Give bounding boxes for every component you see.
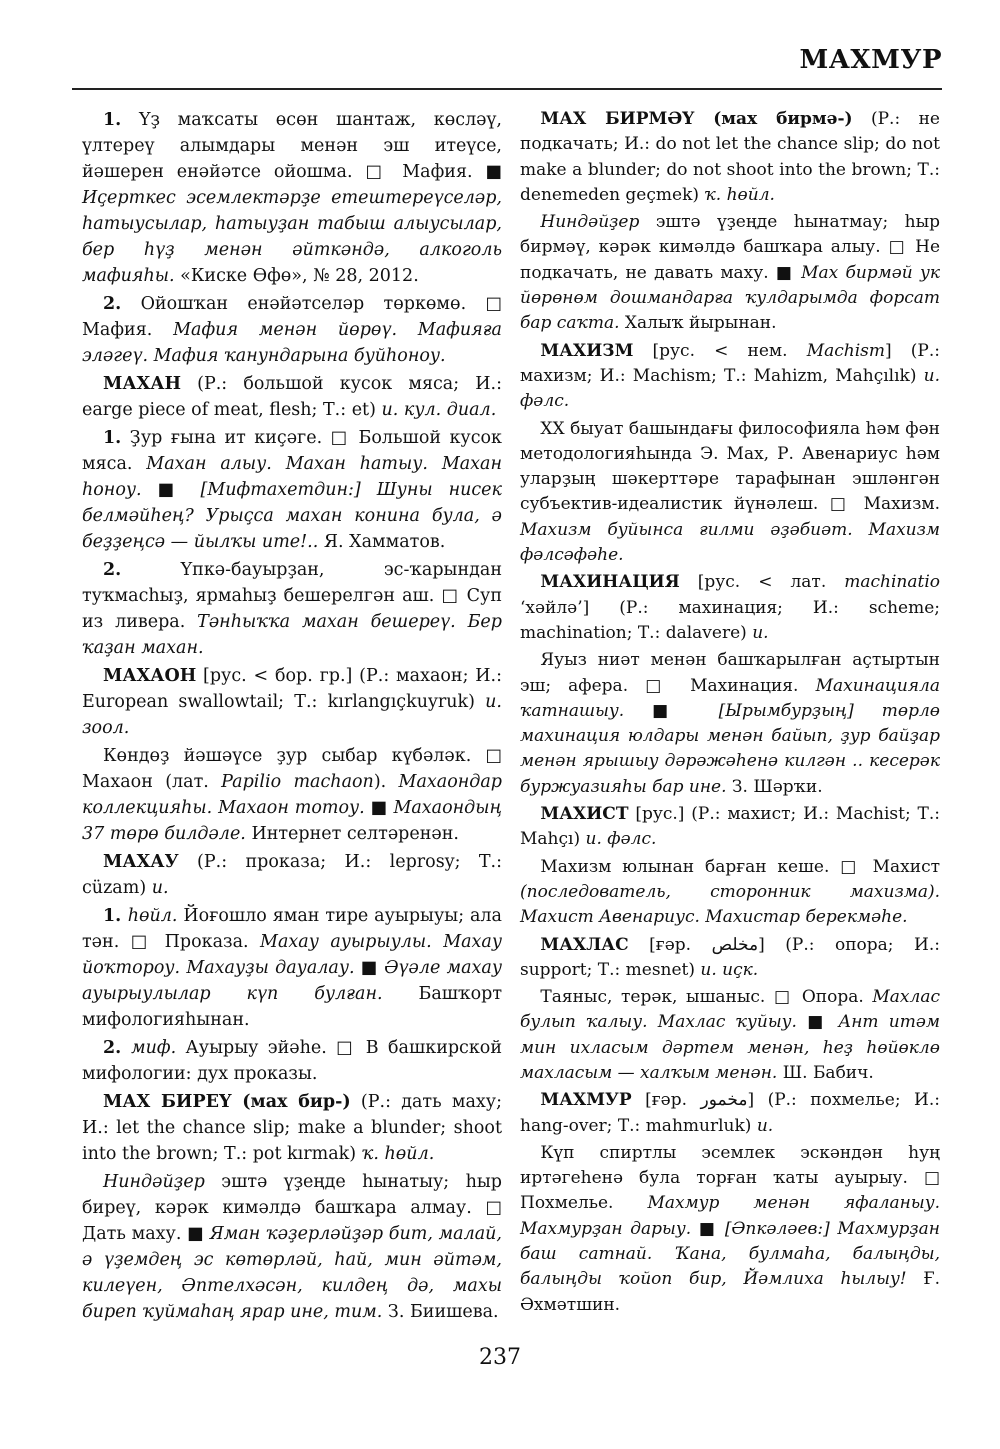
text-run: ■ bbox=[652, 700, 691, 721]
text-run: (Р.: не подкачать; И.: do not let the chance slip; do not make a blunder; do not shoot into the brown; Т.: denemeden geçmek) bbox=[520, 109, 940, 205]
italic-run: ҡ. һөйл. bbox=[704, 184, 775, 205]
text-run: Үҙ маҡсаты өсөн шантаж, көсләү, үлтереү алымдары менән эш итеүсе, йәшерен енәйәтсе ойошма. bbox=[82, 110, 502, 182]
italic-run: и. bbox=[752, 622, 769, 643]
text-run: Таяныс, терәк, ышаныс. bbox=[540, 987, 774, 1008]
dictionary-paragraph bbox=[82, 291, 502, 369]
italic-run: Махаондар коллекцияһы. Махаон тотоу. bbox=[82, 772, 502, 818]
text-run: □ bbox=[888, 237, 908, 258]
headword-run: МАХИЗМ bbox=[540, 340, 634, 361]
text-run: эштә үҙеңде һынатмау; һыр бирмәү, кәрәк кимәлдә башҡара алыу. bbox=[520, 212, 940, 258]
italic-run: [Мифтахетдин:] Шуны нисек белмәйһең? Урыҫса махан конина була, ә беҙҙеңсә — йылҡы ите!.. bbox=[82, 480, 502, 552]
italic-run: и. зоол. bbox=[82, 692, 502, 738]
italic-run: и. фәлс. bbox=[585, 829, 657, 850]
text-run: Мафия. bbox=[82, 320, 174, 340]
text-run: □ bbox=[829, 494, 853, 515]
text-run: [рус.] (Р.: махист; И.: Machist; Т.: Mahçı) bbox=[520, 804, 940, 850]
text-run: Опора. bbox=[793, 987, 873, 1008]
text-run: □ bbox=[485, 1198, 502, 1218]
text-run: Интернет селтәренән. bbox=[245, 824, 459, 844]
text-run: (Р.: дать маху; И.: let the chance slip; make a blunder; shoot into the brown; Т.: pot kırmak) bbox=[82, 1092, 502, 1164]
italic-run: Papilio machaon bbox=[221, 772, 374, 792]
text-run: ] (Р.: махизм; И.: Machism; Т.: Mahizm, Mahçılık) bbox=[520, 340, 940, 386]
italic-run: Иҫерткес эсемлектәрҙе етештереүселәр, һатыусылар, һатыуҙан табыш алыусылар, бер һүҙ менән әйткәндә, алкоголь мафияһы. bbox=[82, 188, 502, 286]
text-run: Махист bbox=[861, 856, 941, 877]
text-run: Көндөҙ йәшәүсе ҙур сыбар күбәләк. bbox=[103, 746, 486, 766]
dictionary-paragraph bbox=[520, 1141, 940, 1318]
text-run: ■ bbox=[807, 1012, 829, 1033]
italic-run: Ниндәйҙер bbox=[540, 212, 640, 233]
italic-run: Machism bbox=[806, 340, 885, 361]
italic-run: Яман ҡәҙерләйҙәр бит, малай, ә үҙемдең эс көтөрләй, һай, мин әйтәм, килеүен, Әптелхәсән, килдең дә, махы биреп ҡуймаһаң ярар ине, тим. bbox=[82, 1224, 502, 1322]
italic-run: и. фәлс. bbox=[520, 365, 940, 412]
dictionary-paragraph bbox=[82, 1169, 502, 1325]
italic-run: Мах бирмәй ук йөрөнөм дошмандарға ҡулдарымда форсат бар саҡта. bbox=[520, 262, 941, 334]
dictionary-paragraph bbox=[82, 1035, 502, 1087]
text-run: Махизм. bbox=[852, 494, 941, 515]
headword-run: МАХ БИРЕҮ (мах бир-) bbox=[103, 1092, 351, 1112]
text-run: [рус. < лат. bbox=[679, 572, 845, 593]
dictionary-paragraph bbox=[520, 417, 940, 569]
dictionary-paragraph bbox=[82, 743, 502, 847]
text-run: □ bbox=[365, 162, 390, 182]
dictionary-paragraph bbox=[520, 855, 940, 931]
headword-run: МАХИНАЦИЯ bbox=[540, 572, 680, 593]
italic-run: (последователь, сторонник махизма). Махист Авенариус. Махистар берекмәһе. bbox=[520, 881, 940, 928]
text-run: ■ bbox=[698, 1218, 718, 1239]
dictionary-paragraph bbox=[520, 985, 940, 1086]
dictionary-paragraph bbox=[82, 849, 502, 901]
italic-run: machinatio bbox=[844, 572, 940, 593]
dictionary-paragraph bbox=[520, 210, 940, 336]
italic-run: и. кул. диал. bbox=[381, 400, 497, 420]
text-run: Дать маху. bbox=[82, 1224, 188, 1244]
italic-run: и. иҫк. bbox=[700, 959, 759, 980]
headword-run: МАХАН bbox=[103, 374, 181, 394]
running-head: МАХМУР bbox=[799, 45, 942, 75]
italic-run: [Әпкәләев:] Махмурҙан баш сатнай. Ҡана, булмаһа, балыңды, балыңды ҡойоп бир, Йәмлиха һылыу! bbox=[520, 1218, 940, 1290]
italic-run: Әүәле махау ауырыулылар күп булған. bbox=[82, 958, 502, 1004]
text-run: ■ bbox=[187, 1224, 204, 1244]
italic-run: [Ырымбурҙың] төрлө махинация юлдары менән байып, ҙур байҙар менән ярышыу дәрәжәһенә килгән .. кесерәк буржуазияһы бар ине. bbox=[520, 700, 941, 797]
italic-run: Ниндәйҙер bbox=[103, 1172, 205, 1192]
text-run: □ bbox=[336, 1038, 357, 1058]
text-run: Ҙур ғына ит киҫәге. bbox=[121, 428, 331, 448]
headword-run: 1. bbox=[103, 906, 128, 926]
headword-run: 2. bbox=[103, 1038, 132, 1058]
headword-run: 1. bbox=[103, 110, 122, 130]
text-run: Яуыз ниәт менән башҡарылған аҫтыртын эш; афера. bbox=[520, 650, 940, 696]
text-run: Ауырыу эйәһе. bbox=[176, 1038, 337, 1058]
headword-run: МАХЛАС bbox=[540, 934, 629, 955]
text-run: Махинация. bbox=[673, 675, 816, 696]
text-run: [ғәр. مخمور] (Р.: похмелье; И.: hang-over; Т.: mahmurluk) bbox=[520, 1090, 940, 1136]
text-run: ‘хәйлә’] (Р.: махинация; И.: scheme; machination; Т.: dalavere) bbox=[520, 597, 940, 643]
text-run: □ bbox=[130, 932, 154, 952]
text-run: ■ bbox=[157, 480, 185, 500]
text-run: Ойошҡан енәйәтселәр төркөмө. bbox=[121, 294, 486, 314]
left-column bbox=[82, 107, 502, 1327]
text-run: ■ bbox=[485, 162, 502, 182]
dictionary-paragraph bbox=[82, 663, 502, 741]
dictionary-paragraph bbox=[520, 339, 940, 415]
italic-run: Тәнһыҡҡа махан бешереү. Бер ҡаҙан махан. bbox=[82, 612, 502, 658]
dictionary-paragraph bbox=[520, 802, 940, 853]
text-run: [рус. < нем. bbox=[633, 340, 807, 361]
text-run: Мафия. bbox=[389, 162, 486, 182]
text-run: ■ bbox=[775, 262, 794, 283]
dictionary-paragraph bbox=[82, 371, 502, 423]
text-run: Суп из ливера. bbox=[82, 586, 502, 632]
text-run: □ bbox=[923, 1168, 940, 1189]
text-run: З. Биишева. bbox=[382, 1302, 499, 1322]
text-run: З. Шәрҡи. bbox=[726, 776, 823, 797]
text-run: Большой кусок мяса. bbox=[82, 428, 502, 474]
italic-run: Махмур менән яфаланыу. Махмурҙан дарыу. bbox=[520, 1193, 940, 1239]
text-run: (Р.: большой кусок мяса; И.: earge piece of meat, flesh; Т.: et) bbox=[82, 374, 502, 420]
text-run: Махизм юлынан барған кеше. bbox=[540, 856, 841, 877]
headword-run: МАХМУР bbox=[540, 1090, 632, 1111]
text-run: XX быуат башындағы философияла һәм фән методологияһында Э. Мах, Р. Авенариус һәм уларҙың шәкерттәре тарафынан эшләнгән субъектив-идеалистик йүнәлеш. bbox=[520, 418, 940, 515]
dictionary-paragraph bbox=[520, 1088, 940, 1139]
text-run: Ғ. Әхмәтшин. bbox=[520, 1269, 940, 1315]
dictionary-paragraph bbox=[82, 107, 502, 289]
headword-run: МАХАОН bbox=[103, 666, 197, 686]
italic-run: Махлас булып ҡалыу. Махлас ҡуйыу. bbox=[520, 987, 941, 1033]
dictionary-paragraph bbox=[520, 570, 940, 646]
text-run: Башҡорт мифологияһынан. bbox=[82, 984, 503, 1030]
text-run: Күп спиртлы эсемлек эскәндән һуң иртәгеһенә була торған ҡаты ауырыу. bbox=[520, 1142, 940, 1189]
text-run: □ bbox=[485, 294, 502, 314]
headword-run: МАХИСТ bbox=[540, 804, 629, 825]
headword-run: МАХ БИРМӘҮ (мах бирмә-) bbox=[540, 109, 853, 129]
text-run: Не подкачать, не давать маху. bbox=[520, 237, 941, 283]
text-run: Я. Хамматов. bbox=[318, 532, 446, 552]
text-run: Йоғошло яман тире ауырыуы; ала тән. bbox=[82, 906, 502, 952]
text-run: □ bbox=[441, 586, 460, 606]
text-run: Халыҡ йырынан. bbox=[619, 313, 777, 334]
text-run: Проказа. bbox=[153, 932, 261, 952]
dictionary-paragraph bbox=[520, 933, 940, 984]
text-run: □ bbox=[645, 675, 673, 696]
text-run: □ bbox=[840, 856, 862, 877]
dictionary-paragraph bbox=[82, 1089, 502, 1167]
italic-run: һөйл. bbox=[127, 906, 178, 926]
dictionary-paragraph bbox=[82, 903, 502, 1033]
italic-run: Махау ауырыулы. Махау йоҡтороу. Махауҙы дауалау. bbox=[82, 932, 502, 978]
text-run: □ bbox=[330, 428, 351, 448]
text-run: Ш. Бабич. bbox=[777, 1062, 874, 1083]
italic-run: миф. bbox=[131, 1038, 177, 1058]
italic-run: Махан алыу. Махан һатыу. Махан һоноу. bbox=[82, 454, 503, 500]
right-column bbox=[520, 107, 940, 1320]
headword-run: 2. bbox=[103, 294, 122, 314]
dictionary-paragraph bbox=[82, 425, 502, 555]
text-run: В башкирской мифологии: дух проказы. bbox=[82, 1038, 502, 1084]
italic-run: Ант итәм мин ихласым дәртем менән, һеҙ һөйөклө махласым — халҡым менән. bbox=[520, 1012, 940, 1083]
headword-run: МАХАУ bbox=[103, 852, 179, 872]
text-run: «Киске Өфө», № 28, 2012. bbox=[174, 266, 419, 286]
headword-run: 2. bbox=[103, 560, 122, 580]
italic-run: Махизм буйынса ғилми әҙәбиәт. Махизм фәлсәфәһе. bbox=[520, 519, 940, 566]
text-run: □ bbox=[773, 987, 794, 1008]
italic-run: и. bbox=[151, 878, 169, 898]
italic-run: ҡ. һөйл. bbox=[361, 1144, 435, 1164]
dictionary-paragraph bbox=[82, 557, 502, 661]
header-rule bbox=[72, 88, 942, 90]
italic-run: Махинацияла ҡатнашыу. bbox=[520, 675, 940, 721]
text-run: [ғәр. مخلص] (Р.: опора; И.: support; Т.: mesnet) bbox=[520, 934, 940, 980]
text-run: ■ bbox=[360, 958, 378, 978]
text-run: эштә үҙеңде һынатыу; һыр биреү, кәрәк кимәлдә башҡара алмау. bbox=[82, 1172, 502, 1218]
text-run: ■ bbox=[370, 798, 388, 818]
italic-run: Мафия менән йөрөү. Мафияға эләгеү. Мафия ҡанундарына буйһоноу. bbox=[82, 320, 502, 366]
text-run: ). bbox=[373, 772, 399, 792]
text-run: Үпкә-бауырҙан, эс-ҡарындан туҡмасһыҙ, ярмаһыҙ бешерелгән аш. bbox=[82, 560, 502, 606]
text-run: Махаон (лат. bbox=[82, 772, 222, 792]
dictionary-paragraph bbox=[520, 107, 940, 208]
page-number: 237 bbox=[479, 1345, 521, 1370]
text-run: □ bbox=[485, 746, 502, 766]
text-run: (Р.: проказа; И.: leprosy; Т.: cüzam) bbox=[82, 852, 502, 898]
headword-run: 1. bbox=[103, 428, 122, 448]
italic-run: Махаондың 37 төрө билдәле. bbox=[82, 798, 502, 844]
italic-run: и. bbox=[756, 1115, 774, 1136]
text-run: [рус. < бор. гр.] (Р.: махаон; И.: European swallowtail; Т.: kırlangıçkuyruk) bbox=[82, 666, 502, 712]
text-run: Похмелье. bbox=[520, 1193, 648, 1214]
dictionary-paragraph bbox=[520, 648, 940, 800]
